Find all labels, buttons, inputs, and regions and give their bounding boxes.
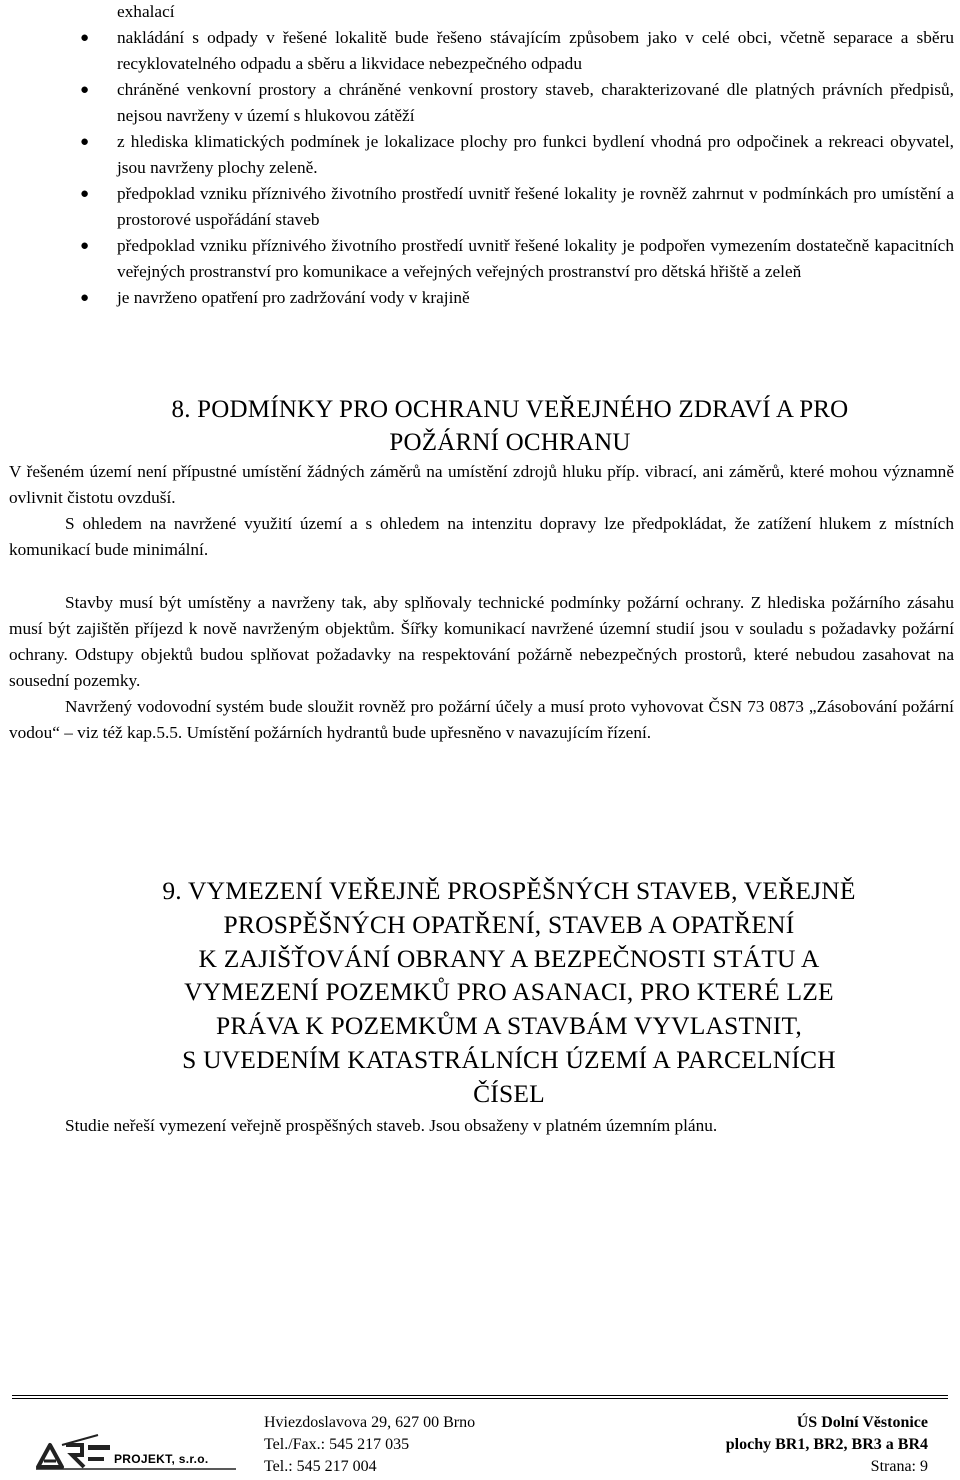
list-item: ● předpoklad vzniku příznivého životního prostředí uvnitř řešené lokality je podpořen vymezením dostatečně kapacitních veřejných prostranství pro komunikace a veřejných veřejných prostranství pro dětská hřiště a zeleň bbox=[0, 233, 960, 285]
bullet-icon: ● bbox=[80, 186, 90, 202]
phone-fax: Tel./Fax.: 545 217 035 bbox=[264, 1436, 410, 1453]
list-item: exhalací bbox=[117, 2, 175, 21]
list-item: ● je navrženo opatření pro zadržování vody v krajině bbox=[0, 285, 960, 311]
paragraph: Studie neřeší vymezení veřejně prospěšných staveb. Jsou obsaženy v platném územním plánu. bbox=[65, 1115, 718, 1135]
heading-line: PROSPĚŠNÝCH OPATŘENÍ, STAVEB A OPATŘENÍ bbox=[223, 909, 795, 939]
paragraph: Stavby musí být umístěny a navrženy tak, aby splňovaly technické podmínky požární ochrany. Z hlediska požárního zásahu musí být zajištěn příjezd k nově navrženým objektům. Šířky komunikací navržené územní studií jsou v souladu s požadavky požární ochrany. Odstupy objektů budou splňovat požadavky na respektování požárně nebezpečných prostorů, které nebudou zasahovat na sousední pozemky. bbox=[9, 593, 954, 690]
list-item: ● z hlediska klimatických podmínek je lokalizace plochy pro funkci bydlení vhodná pro odpočinek a rekreaci obyvatel, jsou navrženy plochy zeleně. bbox=[0, 129, 960, 181]
section-8-heading bbox=[0, 393, 960, 459]
heading-line: PRÁVA K POZEMKŮM A STAVBÁM VYVLASTNIT, bbox=[215, 1011, 803, 1041]
heading-line: S UVEDENÍM KATASTRÁLNÍCH ÚZEMÍ A PARCELNÍCH bbox=[182, 1044, 836, 1074]
project-info bbox=[726, 1412, 928, 1478]
heading-line: K ZAJIŠŤOVÁNÍ OBRANY A BEZPEČNOSTI STÁTU A bbox=[198, 943, 820, 973]
company-address bbox=[264, 1412, 475, 1478]
hygiene-bullet-list bbox=[0, 0, 960, 311]
heading-line: ČÍSEL bbox=[473, 1078, 545, 1108]
section-9 bbox=[0, 874, 960, 1139]
bullet-icon: ● bbox=[80, 290, 90, 306]
heading-line: POŽÁRNÍ OCHRANU bbox=[389, 429, 631, 456]
footer-rule bbox=[12, 1398, 948, 1399]
heading-line: VYMEZENÍ POZEMKŮ PRO ASANACI, PRO KTERÉ LZE bbox=[184, 977, 834, 1007]
project-area: plochy BR1, BR2, BR3 a BR4 bbox=[725, 1436, 928, 1453]
section-9-heading bbox=[0, 874, 960, 1111]
footer-rule bbox=[12, 1395, 948, 1396]
paragraph: Navržený vodovodní systém bude sloužit rovněž pro požární účely a musí proto vyhovovat ČSN 73 0873 „Zásobování požární vodou“ – viz též kap.5.5. Umístění požárních hydrantů bude upřesněno v navazujícím řízení. bbox=[9, 697, 954, 742]
bullet-icon: ● bbox=[80, 82, 90, 98]
heading-line: 8. PODMÍNKY PRO OCHRANU VEŘEJNÉHO ZDRAVÍ A PRO bbox=[171, 396, 849, 423]
project-name: ÚS Dolní Věstonice bbox=[796, 1414, 928, 1431]
bullet-icon: ● bbox=[80, 30, 90, 46]
address-line: Hviezdoslavova 29, 627 00 Brno bbox=[264, 1414, 476, 1431]
heading-line: 9. VYMEZENÍ VEŘEJNĚ PROSPĚŠNÝCH STAVEB, VEŘEJNĚ bbox=[162, 876, 856, 905]
section-8 bbox=[0, 393, 960, 746]
list-item: ● nakládání s odpady v řešené lokalitě bude řešeno stávajícím způsobem jako v celé obci, včetně separace a sběru recyklovatelného odpadu a sběru a likvidace nebezpečného odpadu bbox=[0, 25, 960, 77]
page-footer bbox=[0, 1395, 960, 1480]
paragraph: V řešeném území není přípustné umístění žádných záměrů na umístění zdrojů hluku příp. vibrací, ani záměrů, které mohou významně ovlivnit čistotu ovzduší. bbox=[9, 462, 954, 507]
bullet-icon: ● bbox=[80, 134, 90, 150]
list-item: ● předpoklad vzniku příznivého životního prostředí uvnitř řešené lokality je rovněž zahrnut v podmínkách pro umístění a prostorové uspořádání staveb bbox=[0, 181, 960, 233]
company-logo-text: PROJEKT, s.r.o. bbox=[114, 1452, 209, 1466]
page-number: Strana: 9 bbox=[870, 1458, 928, 1475]
paragraph: S ohledem na navržené využití území a s ohledem na intenzitu dopravy lze předpokládat, že zatížení hlukem z místních komunikací bude minimální. bbox=[9, 514, 954, 559]
list-item: ● chráněné venkovní prostory a chráněné venkovní prostory staveb, charakterizované dle platných právních předpisů, nejsou navrženy v území s hlukovou zátěží bbox=[0, 77, 960, 129]
bullet-icon: ● bbox=[80, 238, 90, 254]
phone: Tel.: 545 217 004 bbox=[264, 1458, 377, 1475]
